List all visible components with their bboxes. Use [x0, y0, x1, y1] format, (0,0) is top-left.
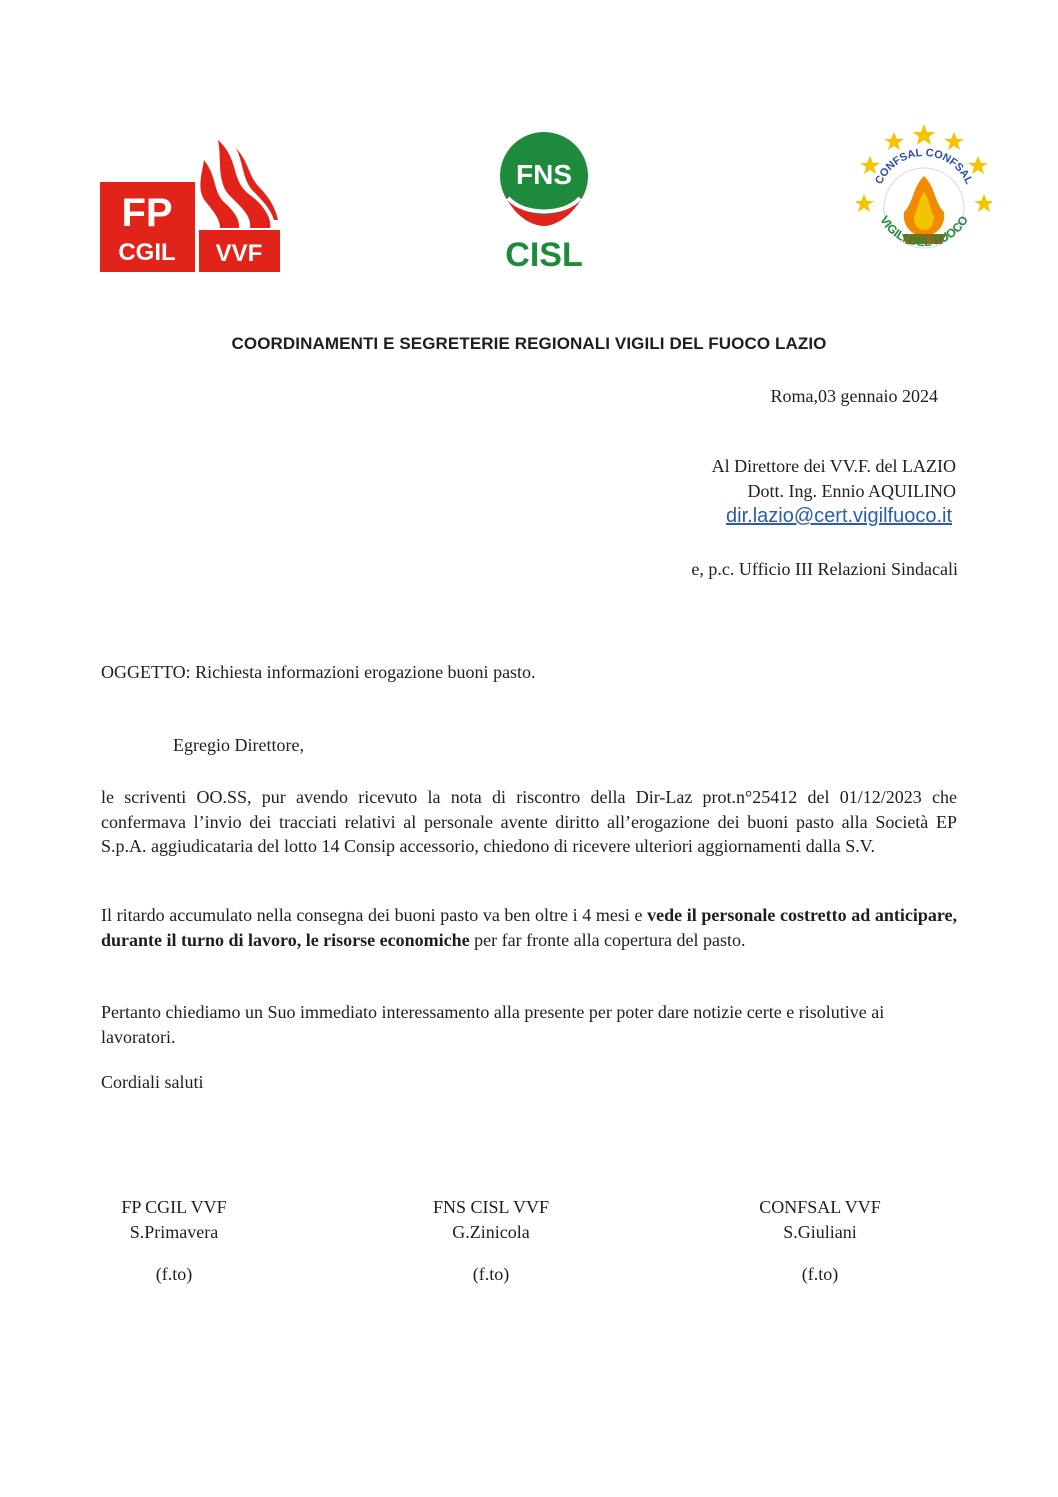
signature-note: (f.to): [801, 1264, 839, 1284]
signature-block: [720, 1195, 920, 1287]
fp-cgil-vvf-logo: [100, 140, 280, 272]
signature-note: (f.to): [472, 1264, 510, 1284]
recipient-title: Al Direttore dei VV.F. del LAZIO: [711, 456, 956, 476]
fp-logo-text-fp: FP: [121, 191, 173, 235]
fp-logo-text-vvf: VVF: [215, 240, 263, 267]
fns-cisl-logo: [490, 130, 598, 270]
signature-name: S.Primavera: [129, 1222, 219, 1242]
body-paragraph-2: [101, 903, 957, 952]
signature-org: CONFSAL VVF: [759, 1197, 881, 1217]
paragraph-2-intro: Il ritardo accumulato nella consegna dei buoni pasto va ben oltre i 4 mesi e: [101, 905, 648, 925]
cisl-logo-text: CISL: [505, 236, 583, 270]
letter-greeting: Egregio Direttore,: [173, 735, 304, 755]
letter-heading: COORDINAMENTI E SEGRETERIE REGIONALI VIGILI DEL FUOCO LAZIO: [231, 334, 827, 353]
letter-subject: OGGETTO: Richiesta informazioni erogazione buoni pasto.: [101, 662, 536, 682]
body-paragraph-3: Pertanto chiediamo un Suo immediato interessamento alla presente per poter dare notizie certe e risolutive ai lavoratori.: [101, 1002, 885, 1047]
signature-name: G.Zinicola: [452, 1222, 530, 1242]
carbon-copy-line: e, p.c. Ufficio III Relazioni Sindacali: [691, 559, 958, 579]
signature-block: [391, 1195, 591, 1287]
paragraph-2-bold: vede il personale costretto ad anticipare, durante il turno di lavoro, le risorse economiche: [101, 905, 957, 950]
closing-salutation: Cordiali saluti: [101, 1072, 204, 1092]
recipient-email-link[interactable]: dir.lazio@cert.vigilfuoco.it: [726, 505, 952, 527]
vigili-del-fuoco-ring-text: VIGILI DEL FUOCO: [877, 213, 971, 250]
signature-block: [74, 1195, 274, 1287]
body-paragraph-1: le scriventi OO.SS, pur avendo ricevuto la nota di riscontro della Dir-Laz prot.n°25412 del 01/12/2023 che confermava l’invio dei tracciati relativi al personale avente diritto all’erogazione dei buoni pasto alla Società EP S.p.A. aggiudicataria del lotto 14 Consip accessorio, chiedono di ricevere ulteriori aggiornamenti dalla S.V.: [101, 787, 957, 856]
signature-org: FNS CISL VVF: [432, 1197, 550, 1217]
signature-note: (f.to): [155, 1264, 193, 1284]
confsal-vigili-del-fuoco-logo: [856, 122, 992, 272]
fns-logo-text: FNS: [516, 159, 572, 190]
confsal-ring-top-text: CONFSAL CONFSAL: [873, 146, 975, 187]
signature-name: S.Giuliani: [783, 1222, 857, 1242]
recipient-name: Dott. Ing. Ennio AQUILINO: [747, 481, 956, 501]
paragraph-2-end: per far fronte alla copertura del pasto.: [469, 929, 746, 950]
signature-org: FP CGIL VVF: [121, 1197, 227, 1217]
fp-logo-text-cgil: CGIL: [118, 239, 176, 266]
letter-date: Roma,03 gennaio 2024: [770, 386, 938, 406]
